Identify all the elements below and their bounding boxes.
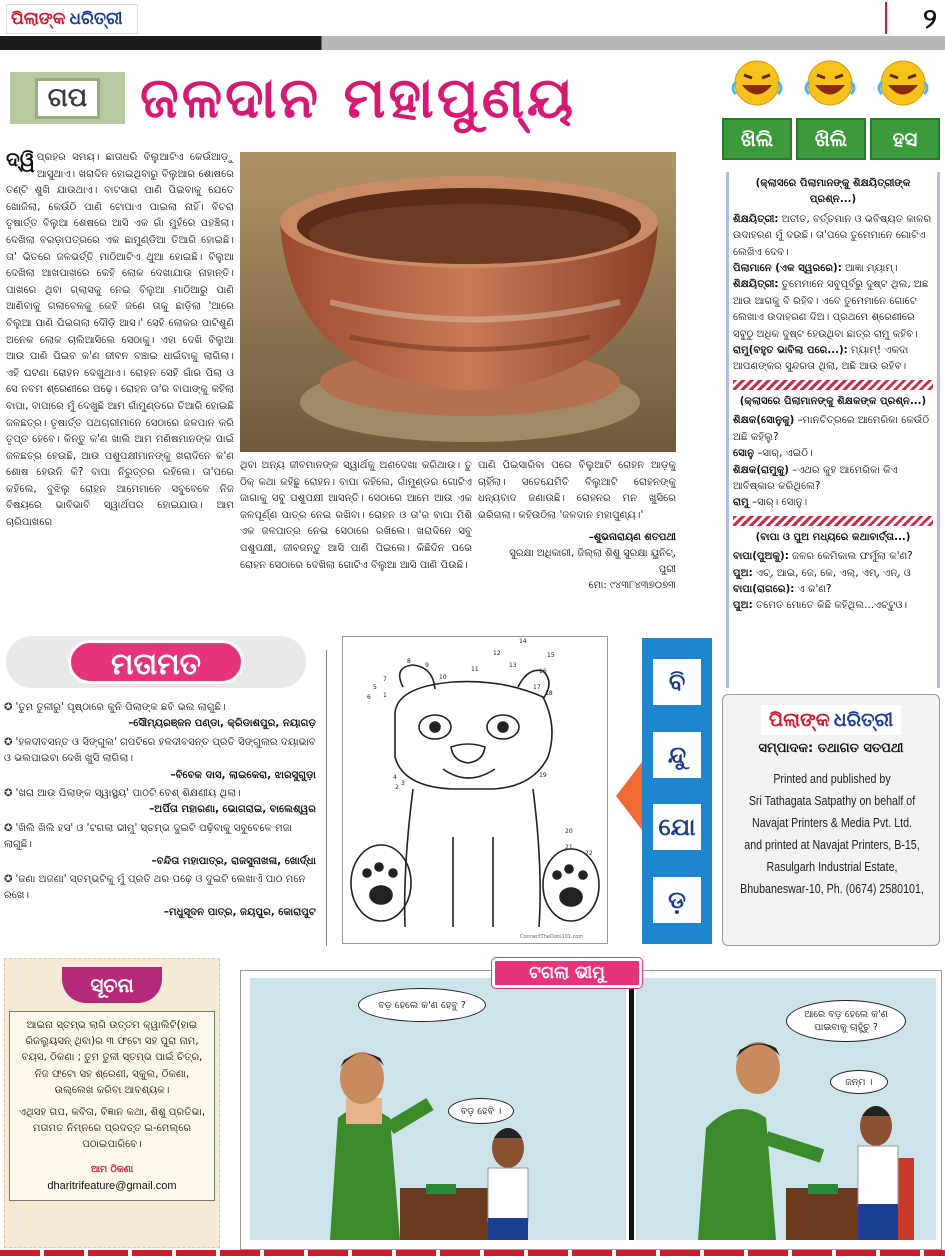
story-col1-text: ପ୍ରହର ସମୟ। ଛାତାଧରି ବିଲୁଆଟିଏ କେଉଁଆଡ଼ୁ ଆସୁଥାଏ। ଖରାଦିନ ହୋଇଥିବାରୁ ବିଲୁଆର ଶୋଷରେ ତଣ୍ଟି ଶୁଖି ଯାଉଥାଏ। ବାଟସାରା ପାଣି ପିଇବାକୁ ଯେତେ ଖୋଜିଲା, କେଉଁଠି ପାଣି ଟୋପାଏ ପାଇଲା ନାହିଁ। ବିଚରା ତୃଷାର୍ତ୍ତ ବିଲୁଆ ଶେଷରେ ଆସି ଏକ ଗାଁ ମୁହଁରେ ପହଞ୍ଚିଲା। ଦେଖିଲା ବରଡ଼ାପତ୍ରରେ ଏକ ଛାମୁଣ୍ଡିଆ ତିଆରି ହୋଇଛି। ତା' ଭିତରେ ଜଳଭର୍ତ୍ତି ମାଠିଆଟିଏ ଥୁଆ ହୋଇଛି। ବିଲୁଆ ଦେଖିଲା ଆଖପାଖରେ କେହି ଲୋକ ଦେଖାଯାଉ ନାହାନ୍ତି। ପାଖରେ ଥିବା ଗ୍ଲାସକୁ ନେଇ ବିଲୁଆ ମାଠିଆରୁ ପାଣି ଆଣିବାକୁ ଗଲାବେଳକୁ କେହି ଜଣେ ତାକୁ ଛାଡ଼ିଲା 'ଆରେ ବିଲୁଆ ପାଣି ପିଇଗଲା ଦୌଡ଼ି ଆସ।' ସେହି ଲୋକର ପାଟିଶୁଣି ଅନେକ ଲୋକ ଚାଲିଆସିଲେ ସେଠାକୁ। ଏହା ଦେଖି ବିଲୁଆ ଆଉ ପାଣି ପିଇବ କ'ଣ ଜୀବନ ବଞ୍ଚାଇ ଧାଇଁବାକୁ ଲାଗିଲା। ଏହି ଘଟଣା ରୋହନ ଦେଖୁଥାଏ। ରୋହନ ସେହି ଗାଁର ପିଲା ଓ ସେ ନବମ ଶ୍ରେଣୀରେ ପଢ଼େ। ରୋହନ ତା'ର ବାପାଙ୍କୁ କହିଲା ବାପା, ବାପାରେ ମୁଁ ଦେଖୁଛି ଆମ ଗାଁମୁଣ୍ଡରେ ତିଆରି ହୋଇଛି ଜଳଛତ୍ର। ତୃଷାର୍ତ୍ତ ପଥଚାରୀମାନେ ସେଠାରେ ଜଳପାନ କରି ତୃପ୍ତ ହେବେ। କିନ୍ତୁ କ'ଣ ଖାଲି ଆମ ମଣିଷମାନଙ୍କ ପାଇଁ ଜଳଛତ୍ର ହେଉଛି, ଆଉ ପଶୁପକ୍ଷୀମାନଙ୍କୁ ଖରାଦିନେ କ'ଣ ଶୋଷ ହେଉନି କି? ବାପା ନିରୁତ୍ତର ରହିଲେ। ତା'ପରେ କହିଲେ, ବୁଝିଲୁ ରୋହନ ଆମେମାନେ ସବୁବେଳେ ନିଜ ବିଷୟରେ ଭାବିଭାବି ସ୍ୱାର୍ଥପର ହୋଇଯାଉ। ଆମ ଚାରିପାଖରେ (6, 152, 234, 529)
jokes-header-word: ଖିଲି (796, 118, 866, 160)
header-rule (0, 36, 945, 50)
dot-label: 2 (395, 784, 399, 791)
dot-label: 4 (393, 774, 397, 781)
editor-box (722, 694, 940, 946)
star-bullet-icon: ✪ (4, 702, 13, 713)
page-number: ୨ (923, 2, 937, 35)
joke-line (733, 343, 933, 376)
notice-box (4, 958, 220, 1248)
puzzle-title-letter: ଡ଼ (653, 877, 701, 923)
imprint-line: Sri Tathagata Satpathy on behalf of (748, 793, 916, 808)
joke-text: ଏ କ'ଣ? (794, 583, 832, 595)
joke-text: ଏଚ୍, ଆଇ, ଜେ, କେ, ଏଲ୍, ଏମ୍, ଏନ୍, ଓ (752, 567, 911, 579)
joke-line (733, 598, 933, 614)
story-title: ଜଳଦାନ ମହାପୁଣ୍ୟ (140, 66, 577, 131)
joke-line (733, 261, 933, 277)
opinion-item (4, 872, 322, 921)
comic-title: ଟଗଲା ଭୀମୁ (492, 958, 642, 988)
story-tag (10, 72, 125, 124)
column-rule (326, 650, 327, 946)
puzzle-title-letter: ନ୍ଦୁ (653, 732, 701, 778)
jokes-column (726, 172, 940, 688)
joke-text: ତମେତ ମୋତେ କିଛି କହିଥିଲ...ଏଚ୍ଟୁଓ। (752, 600, 908, 612)
joke-text: –ଏଥର କୁହ ଆମେରିକା କିଏ ଆବିଷ୍କାର କରିଥିଲେ? (733, 464, 898, 492)
story-column-1 (6, 150, 234, 582)
connect-dots-puzzle (342, 636, 608, 944)
joke-text: –ସାର୍, ଏଇଠି। (754, 448, 813, 460)
notice-para-1: ଆଇନା ସ୍ତମ୍ଭ ଲାଗି ଉତ୍ତମ କ୍ୱାଲିଟି(ହାଇ ରିଜଲ୍ୟୁସନ୍ ଥିବା)ର ୩ ଫଟୋ ସହ ପୁରା ନାମ, ବୟସ, ଠିକଣା ; ତୁମ ତୁଳୀ ସ୍ତମ୍ଭ ପାଇଁ ଚିତ୍ର, ନିଜ ଫଟୋ ସହ ଶ୍ରେଣୀ, ସ୍କୁଲ, ଠିକଣା, ଉଲ୍ଲେଖ କରିବା ଆବଶ୍ୟକ। (21, 1020, 203, 1096)
star-bullet-icon: ✪ (4, 788, 13, 800)
notice-title: ସୂଚନା (62, 967, 162, 1003)
story-author-place: ପୁରୀ (658, 564, 676, 575)
editor-logo-part2: ଧରିତ୍ରୀ (833, 709, 894, 731)
dot-label: 5 (373, 684, 377, 691)
laughing-emoji-row (720, 56, 940, 110)
star-bullet-icon: ✪ (4, 822, 13, 834)
joke-speaker: ପିଲାମାନେ (ଏକ ସ୍ୱରରେ): (733, 263, 842, 275)
joke-line (733, 463, 933, 496)
dot-label: 22 (585, 850, 593, 857)
opinion-text: 'ଜଣା ଅଜଣା' ସ୍ତମ୍ଭଟିକୁ ମୁଁ ପ୍ରତି ଥର ପଢ଼େ ଓ ଦୁଇଟି ଲେଖାଏଁ ପାଠ ମନେ ରଖେ। (4, 874, 306, 902)
water-pot-photo (240, 152, 676, 452)
imprint-line: Navajat Printers & Media Pvt. Ltd. (752, 815, 912, 830)
joke-speaker: ଶିକ୍ଷକ(ରାମୁକୁ) (733, 464, 789, 476)
opinion-item (4, 821, 322, 870)
speech-bubble: ବଡ଼ ହେବି । (448, 1098, 514, 1124)
story-tag-label: ଗପ (35, 78, 100, 119)
editor-logo (761, 705, 901, 735)
story-dropcap: ଦ୍ୱି (6, 150, 35, 171)
joke-divider (733, 380, 933, 390)
story-author-phone: ମୋ: ୯୪୩୮୪୩୭୦୭୩ (588, 580, 676, 591)
joke-text: ଜଳର କେମିକାଲ ଫର୍ମୁଲା କ'ଣ? (788, 551, 913, 563)
footer-rule (0, 1250, 945, 1256)
joke-speaker: ରାମୁ(ବହୁତ ଭାବିଲା ପରେ...): (733, 345, 848, 357)
story-author-block (478, 530, 676, 594)
masthead-part1: ପିଲାଙ୍କ (11, 9, 66, 29)
comic-panel-divider (629, 978, 634, 1240)
notice-body (9, 1011, 215, 1201)
joke-speaker: ଶିକ୍ଷୟିତ୍ରୀ: (733, 213, 779, 225)
joke-line (733, 495, 933, 511)
opinion-item (4, 700, 322, 733)
dot-label: 15 (547, 652, 555, 659)
story-column-3: ପାଣି ପିଇସାରିବା ପରେ ବିଲୁଆଟି ରୋହନ ଆଡ଼କୁ ଚାହିଁଲା। ସତେଯେମିତି ବିଲୁଆଟି ରୋହନଙ୍କୁ ଧନ୍ୟବାଦ ଜଣାଉଛି। ରୋହନର ମନ ଖୁସିରେ ଭରିଗଲା। କହିଉଠିଲା 'ଜଳଦାନ ମହାପୁଣ୍ୟ।' (478, 460, 676, 521)
dot-label: 19 (539, 772, 547, 779)
opinion-author: –ମଧୁସୂଦନ ପାତ୍ର, ଜୟପୁର, କୋରାପୁଟ (163, 906, 316, 918)
notice-address-label: ଆମ ଠିକଣା (90, 1163, 134, 1175)
story-author-title: ସୁରକ୍ଷା ଅଧିକାରୀ, ଜିଲ୍ଲା ଶିଶୁ ସୁରକ୍ଷା ୟୁନିଟ୍, (509, 548, 676, 559)
joke-line (733, 413, 933, 446)
joke-line (733, 549, 933, 565)
dot-label: 18 (545, 690, 553, 697)
joke-text: ଅତୀତ, ବର୍ତ୍ତମାନ ଓ ଭବିଷ୍ୟତ କାଳର ଉଦାହରଣ ମୁଁ ଦଉଛି। ତା'ପରେ ତୁମେମାନେ ଗୋଟିଏ ଲେଖିଏ ଦେବ। (733, 213, 932, 258)
joke-divider (733, 516, 933, 526)
dot-label: 7 (383, 676, 387, 683)
dot-label: 16 (539, 668, 547, 675)
story-author: –ଶୁଭନାରାୟଣ ଶତପଥୀ (588, 532, 676, 543)
opinion-author: –ବନ୍ଦିତା ମହାପାତ୍ର, ରାଜସୁନାଖଳା, ଖୋର୍ଦ୍ଧା (151, 855, 316, 867)
speech-bubble: ବଡ଼ ହେଲେ କ'ଣ ହେବୁ ? (358, 988, 486, 1022)
jokes-header (722, 118, 940, 160)
joke-text: ମ୍ୟାମ୍! ଏକଦା ଆପଣଙ୍କର ସୁନ୍ଦରତା ଥିଲା, ଅଛି ଆଉ ରହିବ। (733, 345, 909, 373)
dot-label: 21 (565, 844, 573, 851)
dot-label: 8 (407, 658, 411, 665)
dot-label: 1 (383, 692, 387, 699)
opinions-header (6, 636, 306, 688)
story-column-2: ଥିବା ଅନ୍ୟ ଜୀବମାନଙ୍କ ସ୍ୱାର୍ଥକୁ ଅଣଦେଖା କରିଥାଉ। ତୁ ଠିକ୍ କଥା କହିଛୁ ରୋହନ। ବାପା କହିଲେ, ଗାଁମୁଣ୍ଡର ଗୋଟିଏ ଜାଗାକୁ ସବୁ ପଶୁପକ୍ଷୀ ଆସନ୍ତି। ସେଠାରେ ଆମେ ଆଉ ଏକ ଜଳପୂର୍ଣ୍ଣ ପାତ୍ର ନେଇ ରଖିବା। ରୋହନ ଓ ତା'ର ବାପା ମିଶି ଏକ ଜଳପାତ୍ର ନେଇ ସେଠାରେ ରଖିଲେ। ଖରାଦିନେ ସବୁ ପଶୁପକ୍ଷୀ, ଜୀବଜନ୍ତୁ ଆସି ପାଣି ପିଇଲେ। କିଛିଦିନ ପରେ ରୋହନ ସେଠାରେ ଦେଖିଲା ଗୋଟିଏ ବିଲୁଆ ଆସି ପାଣି ପିଉଛି। (240, 460, 472, 571)
editor-logo-part1: ପିଲାଙ୍କ (768, 709, 830, 731)
puzzle-title-letter: ଯୋ (653, 804, 701, 850)
speech-bubble: ଆରେ ବଡ଼ ହେଲେ କ'ଣ ପାଇବାକୁ ଚାହୁଁଚୁ ? (786, 1000, 906, 1042)
imprint-line: and printed at Navajat Printers, B-15, (744, 837, 920, 852)
opinion-text: 'ହଳଦୀବସନ୍ତ ଓ ସିଙ୍ଗୁଲ' ଗପଟିରେ ହଳଦୀବସନ୍ତ ପ୍ରତି ସିଙ୍ଗୁଲର ଦୟାଭାବ ଓ ଭଲପାଇବା ଦେଖି ଖୁସି ଲାଗିଲା। (4, 736, 316, 765)
opinion-item (4, 786, 322, 819)
dot-label: 11 (471, 666, 479, 673)
opinion-text: 'ତୁମ ତୁଳୀରୁ' ପୃଷ୍ଠାରେ କୁନି ପିଲାଙ୍କ ଛବି ଭଲ ଲାଗୁଛି। (15, 702, 226, 713)
joke-speaker: ପୁଅ: (733, 600, 753, 612)
imprint-line: Printed and published by (773, 771, 891, 786)
opinion-author: –ସୌମ୍ୟରଞ୍ଜନ ପଣ୍ଡା, କ୍ରିଡାଶପୁର, ନୟାଗଡ଼ (128, 718, 316, 730)
editor-name: ସମ୍ପାଦକ: ତଥାଗତ ସତପଥୀ (758, 741, 904, 756)
laughing-face-icon (728, 58, 786, 108)
star-bullet-icon: ✪ (4, 736, 13, 748)
joke-line (733, 566, 933, 582)
opinion-item (4, 735, 322, 784)
joke-speaker: ବାପା(ପୁଅକୁ): (733, 551, 789, 563)
comic-panel-2 (636, 978, 936, 1240)
speech-bubble: ଜନ୍ମ । (830, 1070, 888, 1094)
comic-panel-1 (250, 978, 626, 1240)
joke-speaker: ସୋନୁ (733, 448, 755, 460)
masthead-logo (6, 4, 138, 34)
masthead-part2: ଧରିତ୍ରୀ (69, 9, 123, 29)
imprint-line: Rasulgarh Industrial Estate, (766, 859, 898, 874)
notice-para-2: ଏଥିସହ ଗପ, କବିତା, ବିଜ୍ଞାନ କଥା, ଶିଶୁ ପ୍ରତିଭା, ମତାମତ ନିମ୍ନରେ ପ୍ରଦତ୍ତ ଇ-ମେଲ୍‌ରେ ପଠାଇପାରିବେ। (18, 1107, 206, 1151)
puzzle-title-strip (642, 638, 712, 944)
laughing-face-icon (801, 58, 859, 108)
joke-text: ତୁମେମାନେ ସବୁପୂର୍ବରୁ ଦୁଷ୍ଟ ଥିଲ, ଅଛ ଆଉ ଆଗକୁ ବି ରହିବ। ଏବେ ତୁମେମାନେ ଗୋଟେ ଲେଖାଏ ଉଦାହରଣ ଦିଅ। ପ୍ରଥମେ ଶ୍ରେଣୀରେ ସବୁଠୁ ଅଧିକ ଦୁଷ୍ଟ ହେଉଥିବା ଛାତ୍ର ରାମୁ କହିବ। (733, 279, 929, 340)
opinion-text: 'ଖରା ଆଉ ପିଲାଙ୍କ ସ୍ୱାସ୍ଥ୍ୟ' ପାଠଟି ବେଶ୍ ଶିକ୍ଷଣୀୟ ଥିଲା। (15, 788, 241, 800)
opinion-text: 'ଖିଲି ଖିଲି ହସ' ଓ 'ଟଗଲା ଭୀମୁ' ସ୍ତମ୍ଭ ଦୁଇଟି ପଢ଼ିବାକୁ ସବୁବେଳେ ମଜା ଲାଗୁଛି। (4, 822, 293, 851)
joke-speaker: ରାମୁ (733, 497, 749, 509)
imprint-text (731, 768, 933, 900)
opinions-title: ମତାମତ (68, 640, 244, 684)
joke-speaker: ଶିକ୍ଷକ(ସୋନୁକୁ) (733, 415, 795, 427)
opinion-author: –ଅର୍ପିତା ମହାରଣା, ଭୋଗରାଇ, ବାଲେଶ୍ୱର (149, 804, 316, 816)
joke-speaker: ଶିକ୍ଷୟିତ୍ରୀ: (733, 279, 779, 291)
joke-2-title: (କ୍ଲାସରେ ପିଲାମାନଙ୍କୁ ଶିକ୍ଷକଙ୍କ ପ୍ରଶ୍ନ...) (739, 395, 927, 407)
dot-label: 6 (367, 694, 371, 701)
imprint-line: Bhubaneswar-10, Ph. (0674) 2580101, (740, 881, 924, 896)
joke-speaker: ପୁଅ: (733, 567, 753, 579)
joke-line (733, 446, 933, 462)
opinions-list (4, 700, 322, 950)
dot-label: 20 (565, 828, 573, 835)
dot-label: 13 (509, 662, 517, 669)
puzzle-credit: ConnectTheDots101.com (520, 934, 584, 940)
joke-speaker: ବାପା(ରାଗରେ): (733, 583, 795, 595)
joke-3-title: (ବାପା ଓ ପୁଅ ମଧ୍ୟରେ କଥାବାର୍ତ୍ତା...) (755, 531, 911, 543)
joke-text: –ସାର୍। ସୋନୁ। (748, 497, 808, 509)
jokes-header-word: ଖିଲି (722, 118, 792, 160)
page-number-divider (885, 2, 887, 34)
star-bullet-icon: ✪ (4, 874, 13, 886)
dot-label: 10 (439, 674, 447, 681)
clay-pot-image (240, 152, 676, 452)
joke-line (733, 582, 933, 598)
dot-label: 14 (519, 638, 527, 645)
joke-line (733, 212, 933, 261)
dot-label: 3 (401, 780, 405, 787)
jokes-header-word: ହସ (870, 118, 940, 160)
puzzle-title-letter: ବି (653, 659, 701, 705)
dot-label: 12 (493, 650, 501, 657)
joke-text: –ମାନଚିତ୍ରରେ ଆମେରିକା କେଉଁଠି ଅଛି କହିଲୁ? (733, 415, 930, 443)
joke-text: ଆଜ୍ଞା ମ୍ୟାମ୍। (841, 263, 898, 275)
opinion-author: –ବିବେକ ଦାସ, ଲାଇକେରା, ଝାରସୁଗୁଡ଼ା (170, 769, 316, 781)
joke-line (733, 277, 933, 343)
dot-label: 9 (425, 662, 429, 669)
notice-email[interactable]: dharitrifeature@gmail.com (47, 1179, 177, 1192)
joke-1-title: (କ୍ଲାସରେ ପିଲାମାନଙ୍କୁ ଶିକ୍ଷୟିତ୍ରୀଙ୍କ ପ୍ରଶ୍ନ...) (755, 178, 911, 206)
dot-label: 17 (533, 684, 541, 691)
lion-dots-drawing (343, 637, 609, 945)
pointer-triangle (616, 762, 642, 830)
laughing-face-icon (874, 58, 932, 108)
